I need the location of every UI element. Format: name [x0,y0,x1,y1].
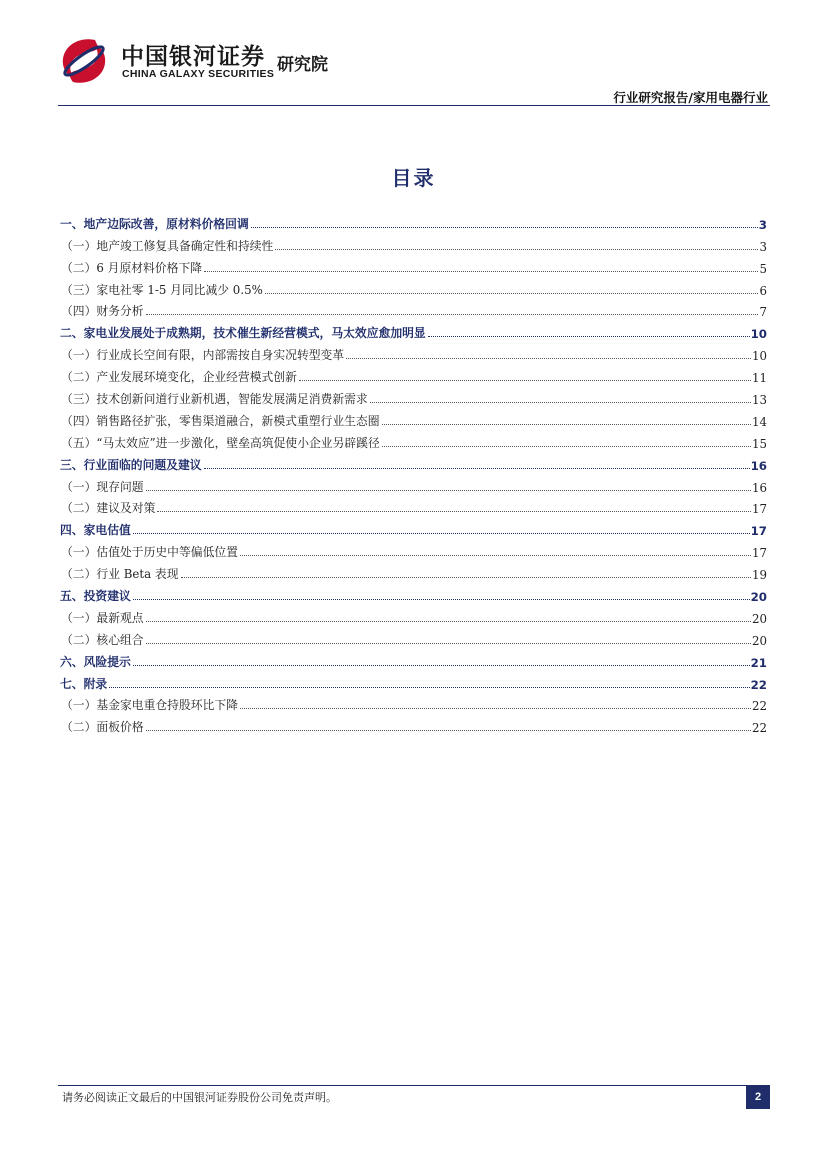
toc-entry-title: （五）“马太效应”进一步激化，壁垒高筑促使小企业另辟蹊径 [61,435,380,450]
toc-page-number: 11 [751,371,767,386]
toc-page-number: 15 [751,436,767,451]
toc-leader-dots [146,314,759,315]
toc-leader-dots [146,490,751,491]
toc-page-number: 20 [751,611,767,626]
toc-subsection[interactable] [60,341,767,363]
toc-leader-dots [133,599,750,600]
toc-leader-dots [133,533,750,534]
toc-subsection[interactable] [60,232,767,254]
toc-leader-dots [133,665,750,666]
toc-entry-title: 一、地产边际改善，原材料价格回调 [60,216,249,231]
company-name-en: CHINA GALAXY SECURITIES [122,68,275,80]
toc-section[interactable] [60,319,767,341]
toc-subsection[interactable] [60,429,767,451]
toc-entry-title: 五、投资建议 [60,589,131,604]
page-header [0,0,827,110]
toc-page-number: 3 [759,239,767,254]
toc-entry-title: 三、行业面临的问题及建议 [60,457,202,472]
toc-leader-dots [275,249,758,250]
toc-leader-dots [370,402,751,403]
toc-leader-dots [299,380,751,381]
toc-entry-title: 七、附录 [60,676,108,691]
toc-leader-dots [382,424,751,425]
toc-page-number: 20 [751,633,767,648]
toc-page-number: 17 [751,546,767,561]
toc-subsection[interactable] [60,407,767,429]
toc-page-number: 13 [751,393,767,408]
toc-page-number: 7 [759,305,767,320]
toc-page-number: 6 [759,283,767,298]
toc-subsection[interactable] [60,538,767,560]
footer-divider [58,1085,770,1086]
toc-section[interactable] [60,210,767,232]
toc-leader-dots [240,555,751,556]
toc-page-number: 17 [750,524,767,539]
toc-subsection[interactable] [60,626,767,648]
toc-page-number: 10 [751,349,767,364]
toc-entry-title: （二）6 月原材料价格下降 [61,260,203,275]
toc-subsection[interactable] [60,298,767,320]
toc-subsection[interactable] [60,713,767,735]
toc-leader-dots [251,227,758,228]
toc-subsection[interactable] [60,692,767,714]
toc-section[interactable] [60,516,767,538]
report-type: 行业研究报告/家用电器行业 [613,90,768,105]
toc-page-number: 22 [751,699,767,714]
toc-entry-title: （一）地产竣工修复具备确定性和持续性 [61,238,274,253]
toc-subsection[interactable] [60,254,767,276]
toc-entry-title: （四）销售路径扩张，零售渠道融合，新模式重塑行业生态圈 [61,413,380,428]
toc-page-number: 3 [758,217,767,232]
toc-leader-dots [382,446,751,447]
toc-page-number: 10 [750,327,767,342]
toc-leader-dots [204,271,758,272]
toc-entry-title: （二）核心组合 [61,632,144,647]
toc-subsection[interactable] [60,604,767,626]
toc-entry-title: （一）行业成长空间有限，内部需按自身实况转型变革 [61,348,345,363]
toc-leader-dots [146,730,751,731]
toc-subsection[interactable] [60,276,767,298]
page-title: 目录 [391,166,436,190]
toc-subsection[interactable] [60,363,767,385]
toc-entry-title: 六、风险提示 [60,654,131,669]
toc-page-number: 5 [759,261,767,276]
toc-leader-dots [346,358,751,359]
toc-page-number: 22 [751,721,767,736]
toc-entry-title: （一）现存问题 [61,479,144,494]
toc-leader-dots [146,621,751,622]
toc-subsection[interactable] [60,385,767,407]
header-divider [58,105,770,106]
toc-subsection[interactable] [60,473,767,495]
toc-leader-dots [109,687,749,688]
toc-leader-dots [265,293,759,294]
toc-entry-title: （三）家电社零 1-5 月同比减少 0.5% [61,282,263,297]
toc-page-number: 14 [751,414,767,429]
toc-page-number: 20 [750,590,767,605]
toc-entry-title: 四、家电估值 [60,523,131,538]
toc-page-number: 16 [751,480,767,495]
toc-page-number: 17 [751,502,767,517]
company-name-cn: 中国银河证券 [121,44,265,70]
toc-entry-title: （二）面板价格 [61,720,144,735]
toc-page-number: 19 [751,568,767,583]
toc-entry-title: （一）最新观点 [61,610,144,625]
toc-leader-dots [428,336,750,337]
toc-section[interactable] [60,451,767,473]
toc-section[interactable] [60,670,767,692]
table-of-contents [60,210,767,735]
toc-entry-title: （二）产业发展环境变化，企业经营模式创新 [61,370,297,385]
toc-section[interactable] [60,648,767,670]
toc-entry-title: （一）估值处于历史中等偏低位置 [61,545,238,560]
toc-section[interactable] [60,582,767,604]
toc-entry-title: （二）行业 Beta 表现 [61,567,179,582]
toc-page-number: 16 [750,458,767,473]
toc-entry-title: （四）财务分析 [61,304,144,319]
galaxy-logo-icon [55,34,113,88]
toc-page-number: 22 [750,677,767,692]
toc-leader-dots [204,468,750,469]
toc-leader-dots [181,577,751,578]
toc-subsection[interactable] [60,495,767,517]
toc-entry-title: （二）建议及对策 [61,501,156,516]
disclaimer-note: 请务必阅读正文最后的中国银河证券股份公司免责声明。 [62,1091,337,1104]
toc-leader-dots [240,708,751,709]
toc-entry-title: （一）基金家电重仓持股环比下降 [61,698,238,713]
toc-entry-title: （三）技术创新问道行业新机遇，智能发展满足消费新需求 [61,392,368,407]
toc-entry-title: 二、家电业发展处于成熟期，技术催生新经营模式，马太效应愈加明显 [60,326,426,341]
toc-page-number: 21 [750,655,767,670]
toc-subsection[interactable] [60,560,767,582]
page-number: 2 [746,1085,770,1109]
toc-leader-dots [157,511,751,512]
toc-leader-dots [146,643,751,644]
institute-label: 研究院 [277,55,328,75]
